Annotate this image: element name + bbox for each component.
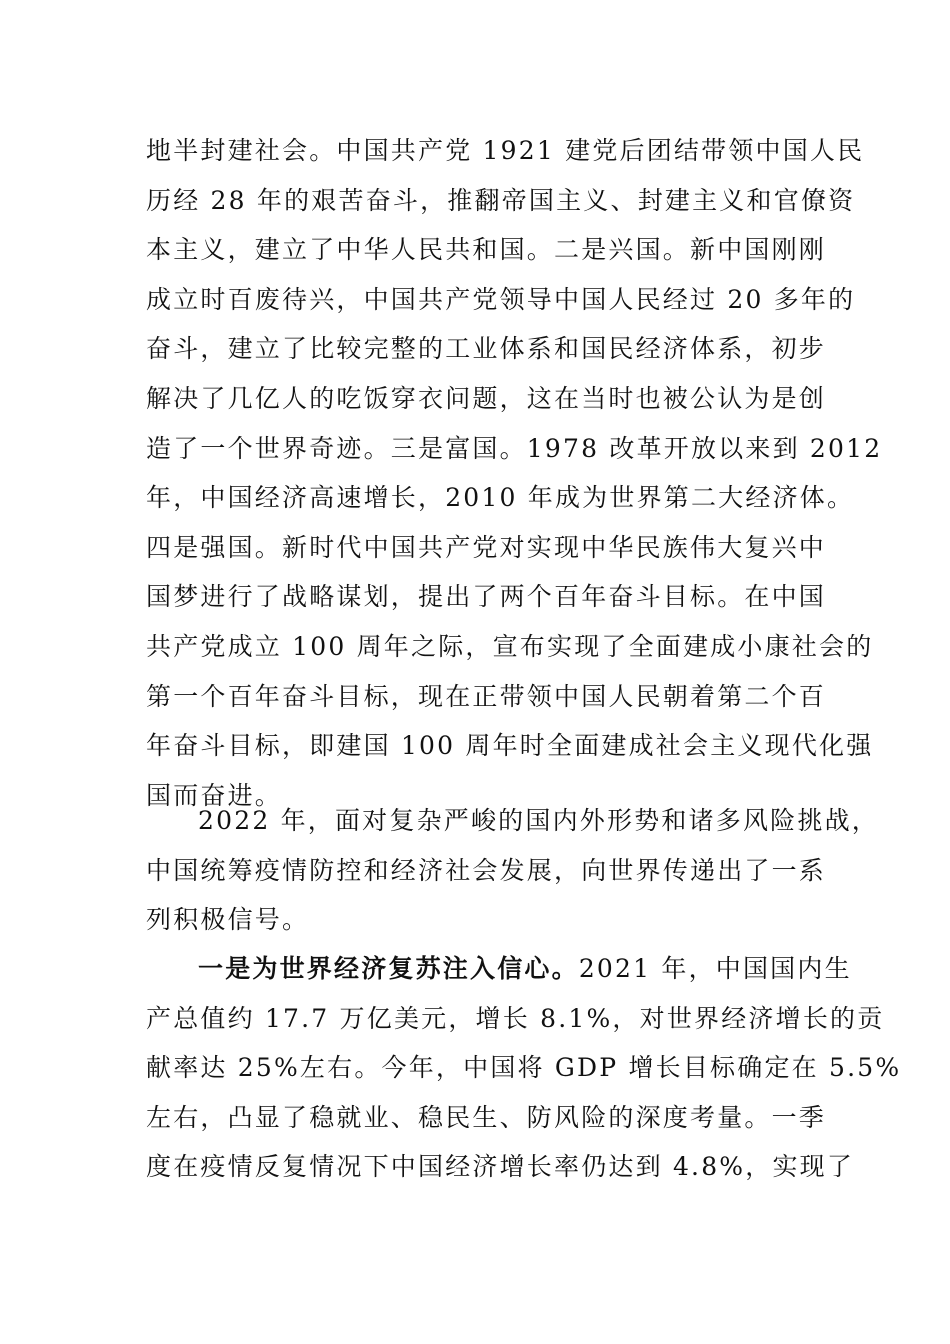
text-line: 四是强国。新时代中国共产党对实现中华民族伟大复兴中 bbox=[146, 532, 827, 562]
text-line: 年，中国经济高速增长，2010 年成为世界第二大经济体。 bbox=[146, 483, 855, 513]
text-line: 第一个百年奋斗目标，现在正带领中国人民朝着第二个百 bbox=[146, 681, 827, 711]
paragraph-economic-confidence bbox=[146, 944, 902, 1192]
paragraph-history bbox=[146, 126, 883, 820]
text-line: 左右，凸显了稳就业、稳民生、防风险的深度考量。一季 bbox=[146, 1102, 827, 1132]
text-line: 中国统筹疫情防控和经济社会发展，向世界传递出了一系 bbox=[146, 855, 827, 885]
text-line: 列积极信号。 bbox=[146, 905, 310, 935]
text-line: 历经 28 年的艰苦奋斗，推翻帝国主义、封建主义和官僚资 bbox=[146, 185, 856, 215]
text-line: 成立时百废待兴，中国共产党领导中国人民经过 20 多年的 bbox=[146, 284, 856, 314]
text-line: 解决了几亿人的吃饭穿衣问题，这在当时也被公认为是创 bbox=[146, 383, 827, 413]
text-line-rest: 2021 年，中国国内生 bbox=[578, 954, 852, 983]
text-line: 共产党成立 100 周年之际，宣布实现了全面建成小康社会的 bbox=[146, 631, 874, 661]
text-line-with-lead bbox=[146, 944, 852, 994]
text-line: 2022 年，面对复杂严峻的国内外形势和诸多风险挑战， bbox=[198, 806, 879, 835]
text-line: 度在疫情反复情况下中国经济增长率仍达到 4.8%，实现了 bbox=[146, 1152, 855, 1182]
text-line: 年奋斗目标，即建国 100 周年时全面建成社会主义现代化强 bbox=[146, 731, 874, 761]
text-line: 献率达 25%左右。今年，中国将 GDP 增长目标确定在 5.5% bbox=[146, 1053, 902, 1083]
text-line: 造了一个世界奇迹。三是富国。1978 改革开放以来到 2012 bbox=[146, 433, 883, 463]
text-line: 产总值约 17.7 万亿美元，增长 8.1%，对世界经济增长的贡 bbox=[146, 1003, 885, 1033]
text-line: 国而奋进。 bbox=[146, 780, 283, 810]
text-line: 地半封建社会。中国共产党 1921 建党后团结带领中国人民 bbox=[146, 136, 865, 165]
paragraph-lead-heading: 一是为世界经济复苏注入信心。 bbox=[198, 954, 579, 983]
text-line: 国梦进行了战略谋划，提出了两个百年奋斗目标。在中国 bbox=[146, 582, 827, 612]
text-line: 本主义，建立了中华人民共和国。二是兴国。新中国刚刚 bbox=[146, 235, 827, 265]
text-line: 奋斗，建立了比较完整的工业体系和国民经济体系，初步 bbox=[146, 334, 827, 364]
paragraph-2022-overview bbox=[146, 796, 879, 945]
